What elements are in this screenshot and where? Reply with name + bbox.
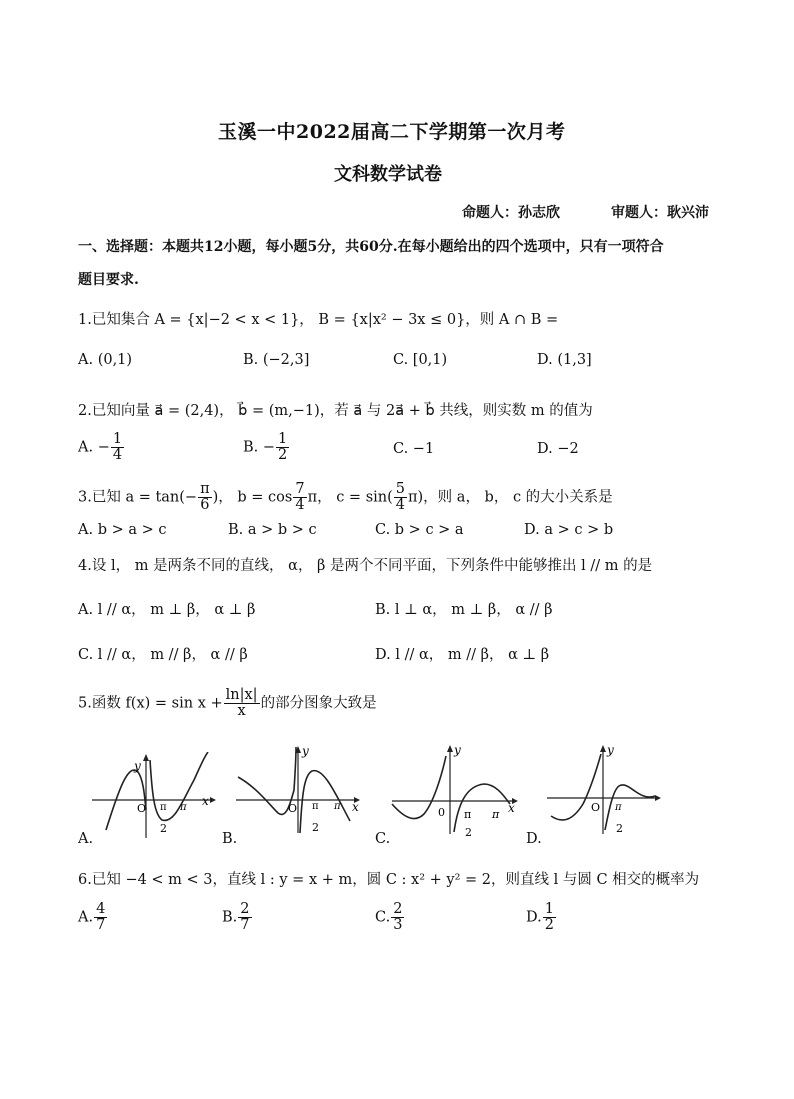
pi-half-label: π xyxy=(615,802,622,813)
question-3-option-b: B. a > b > c xyxy=(228,522,317,538)
option-c-prefix: C. xyxy=(375,909,391,926)
question-6-stem: 6.已知 −4 < m < 3，直线 l : y = x + m，圆 C : x² + y² = 2，则直线 l 与圆 C 相交的概率为 xyxy=(78,872,700,888)
numerator: 5 xyxy=(395,481,405,497)
pi-half-label: π xyxy=(160,802,167,813)
question-3-option-d: D. a > c > b xyxy=(524,522,614,538)
numerator: 2 xyxy=(393,901,403,917)
graph-b xyxy=(232,745,372,835)
denominator: 7 xyxy=(96,917,106,934)
option-d-prefix: D. xyxy=(526,909,542,926)
q3-fraction-3 xyxy=(394,482,407,513)
question-6-option-d xyxy=(526,902,557,933)
option-a-prefix: A. xyxy=(78,909,94,926)
q3-part3: π， c = sin( xyxy=(307,489,393,506)
pi-half-label: π xyxy=(464,808,472,821)
question-2-option-c: C. −1 xyxy=(393,441,435,457)
question-4-option-a: A. l // α， m ⊥ β， α ⊥ β xyxy=(78,602,256,618)
option-d-fraction xyxy=(543,902,556,933)
numerator: π xyxy=(200,481,210,497)
denominator: 4 xyxy=(295,497,305,514)
numerator: 2 xyxy=(240,901,250,917)
question-5-option-a: A. xyxy=(78,831,94,847)
denominator: 7 xyxy=(240,917,250,934)
question-1-option-d: D. (1,3] xyxy=(537,352,592,368)
question-3-option-a: A. b > a > c xyxy=(78,522,167,538)
q5-suffix: 的部分图象大致是 xyxy=(260,695,377,712)
numerator: 4 xyxy=(96,901,106,917)
y-axis-arrow xyxy=(600,745,606,752)
origin-label: O xyxy=(591,801,601,814)
question-6-option-c xyxy=(375,902,405,933)
question-5-stem xyxy=(78,688,377,719)
pi-label: π xyxy=(334,801,341,812)
exam-title: 玉溪一中2022届高二下学期第一次月考 xyxy=(218,121,566,143)
question-5-option-c: C. xyxy=(375,831,391,847)
question-3-option-c: C. b > c > a xyxy=(375,522,464,538)
question-3-stem xyxy=(78,482,613,513)
numerator: ln|x| xyxy=(225,687,258,703)
curve-right xyxy=(150,752,208,820)
x-axis-arrow xyxy=(655,795,661,801)
question-2-option-a xyxy=(78,432,125,463)
option-a-fraction xyxy=(111,432,124,463)
option-b-prefix: B. xyxy=(222,909,238,926)
question-5-option-d: D. xyxy=(526,831,542,847)
denominator: 4 xyxy=(112,447,123,464)
q3-part2: )， b = cos xyxy=(212,489,293,506)
pi-label: π xyxy=(180,802,187,813)
option-b-fraction xyxy=(238,902,251,933)
q3-fraction-1 xyxy=(198,482,212,513)
x-label: x xyxy=(352,800,359,814)
section-heading-line1: 一、选择题：本题共12小题，每小题5分，共60分.在每小题给出的四个选项中，只有一项符合 xyxy=(78,239,664,255)
pi-half-label: π xyxy=(312,801,319,812)
option-b-fraction xyxy=(276,432,289,463)
curve-right xyxy=(454,784,510,832)
numerator: 1 xyxy=(112,431,123,447)
denominator-label: 2 xyxy=(312,821,319,834)
y-axis-arrow xyxy=(447,745,453,752)
exam-subtitle: 文科数学试卷 xyxy=(334,164,442,185)
y-label: y xyxy=(134,759,141,773)
denominator: 4 xyxy=(395,497,405,514)
q5-prefix: 5.函数 f(x) = sin x + xyxy=(78,695,223,712)
numerator: 7 xyxy=(295,481,305,497)
origin-label: O xyxy=(288,802,298,815)
question-6-option-a xyxy=(78,902,108,933)
denominator: x xyxy=(237,703,246,720)
y-label: y xyxy=(302,745,309,758)
option-c-fraction xyxy=(391,902,404,933)
question-1-option-b: B. (−2,3] xyxy=(243,352,310,368)
section-heading-line2: 题目要求. xyxy=(78,272,139,288)
q3-part4: π)，则 a， b， c 的大小关系是 xyxy=(408,489,613,506)
question-1-option-c: C. [0,1) xyxy=(393,352,448,368)
graph-c xyxy=(388,744,528,839)
y-label: y xyxy=(454,744,461,757)
option-a-prefix: A. − xyxy=(78,439,110,456)
x-axis-arrow xyxy=(210,797,216,803)
denominator-label: 2 xyxy=(465,826,472,839)
graph-d xyxy=(543,744,673,839)
numerator: 1 xyxy=(278,431,288,447)
author-label: 命题人：孙志欣 xyxy=(462,205,560,221)
graph-a xyxy=(88,752,228,842)
denominator-label: 2 xyxy=(616,822,623,835)
option-a-fraction xyxy=(94,902,107,933)
curve-right xyxy=(300,771,350,833)
curve-right xyxy=(605,785,655,830)
question-4-option-b: B. l ⊥ α， m ⊥ β， α // β xyxy=(375,602,553,618)
y-axis-arrow xyxy=(143,754,149,761)
question-2-option-d: D. −2 xyxy=(537,441,579,457)
denominator: 6 xyxy=(200,497,210,514)
question-4-option-d: D. l // α， m // β， α ⊥ β xyxy=(375,647,550,663)
question-2-option-b xyxy=(243,432,290,463)
x-label: x xyxy=(508,801,515,815)
y-label: y xyxy=(607,744,614,757)
question-2-stem: 2.已知向量 a⃗ = (2,4)， b⃗ = (m,−1)，若 a⃗ 与 2a⃗ + b⃗ 共线，则实数 m 的值为 xyxy=(78,403,593,419)
q5-fraction xyxy=(224,688,260,719)
origin-label: O xyxy=(137,802,147,815)
question-4-stem: 4.设 l， m 是两条不同的直线， α， β 是两个不同平面，下列条件中能够推出 l // m 的是 xyxy=(78,558,653,574)
denominator-label: 2 xyxy=(160,822,167,835)
origin-label: 0 xyxy=(438,806,445,819)
question-6-option-b xyxy=(222,902,253,933)
pi-label: π xyxy=(492,808,500,821)
x-label: x xyxy=(202,794,209,808)
question-1-option-a: A. (0,1) xyxy=(78,352,133,368)
option-b-prefix: B. − xyxy=(243,439,276,456)
q3-fraction-2 xyxy=(293,482,306,513)
numerator: 1 xyxy=(544,901,554,917)
denominator: 3 xyxy=(393,917,403,934)
denominator: 2 xyxy=(278,447,288,464)
question-5-option-b: B. xyxy=(222,831,238,847)
question-1-stem: 1.已知集合 A = {x|−2 < x < 1}， B = {x|x² − 3x ≤ 0}，则 A ∩ B = xyxy=(78,312,559,328)
denominator: 2 xyxy=(544,917,554,934)
q3-part1: 3.已知 a = tan(− xyxy=(78,489,198,506)
reviewer-label: 审题人：耿兴沛 xyxy=(611,205,709,221)
question-4-option-c: C. l // α， m // β， α // β xyxy=(78,647,248,663)
